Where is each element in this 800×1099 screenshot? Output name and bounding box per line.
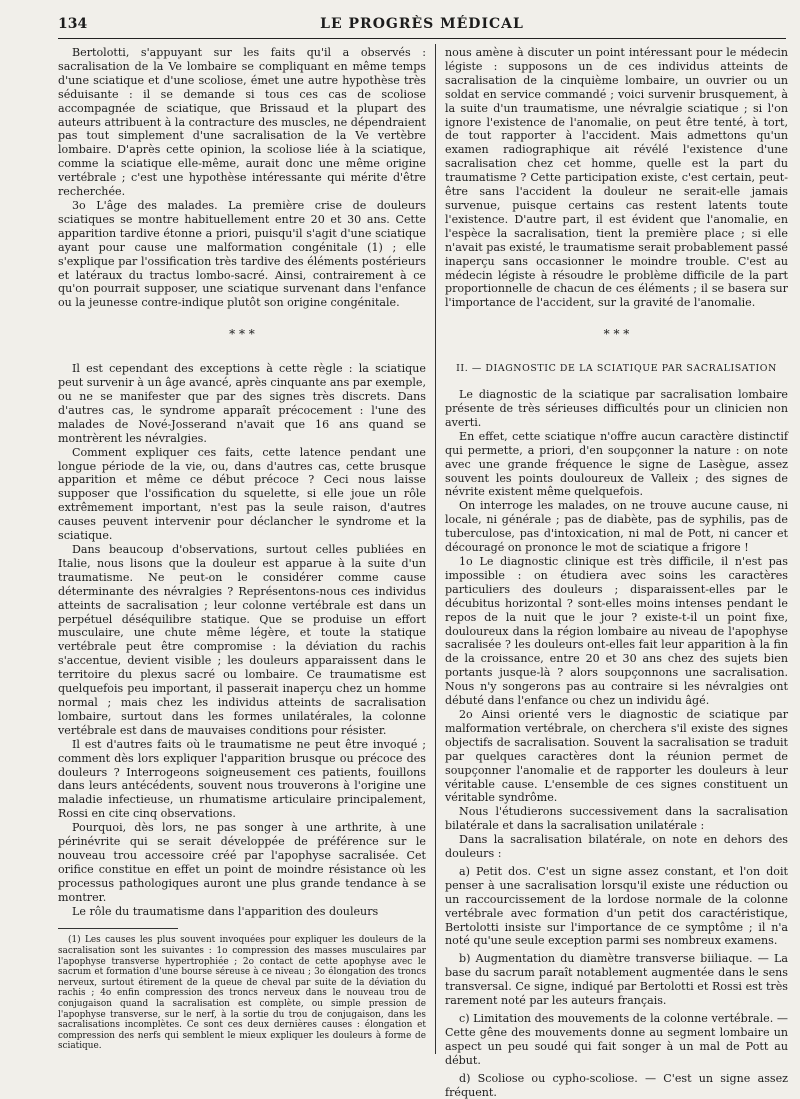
- list-item: b) Augmentation du diamètre transverse biiliaque. — La base du sacrum paraît notablement augmentée dans le sens transversal. Ce signe, indiqué par Bertolotti et Rossi est très rarement noté par les auteurs français.: [445, 952, 788, 1008]
- paragraph: Nous l'étudierons successivement dans la sacralisation bilatérale et dans la sacralisation unilatérale :: [445, 805, 788, 833]
- running-title: LE PROGRÈS MÉDICAL: [320, 16, 524, 32]
- paragraph: Il est d'autres faits où le traumatisme ne peut être invoqué ; comment dès lors expliquer l'apparition brusque ou précoce des douleurs ? Interrogeons soigneusement ces patients, fouillons dans leurs antécédents, souvent nous trouverons à l'origine une maladie infectieuse, un rhumatisme articulaire principalement, Rossi en cite cinq observations.: [58, 737, 426, 821]
- paragraph: En effet, cette sciatique n'offre aucun caractère distinctif qui permette, a priori, d'en soupçonner la nature : on note avec une grande fréquence le signe de Lasègue, assez souvent les points douloureux de Valleix ; des signes de névrite existent même quelquefois.: [445, 429, 788, 499]
- paragraph: Il est cependant des exceptions à cette règle : la sciatique peut survenir à un âge avancé, après cinquante ans par exemple, ou ne se manifester que par des signes très discrets. Dans d'autres cas, le syndrome apparaît précocement : l'une des malades de Nové-Josserand n'avait que 16 ans quand se montrèrent les névralgies.: [58, 362, 426, 445]
- paragraph: Dans beaucoup d'observations, surtout celles publiées en Italie, nous lisons que la douleur est apparue à la suite d'un traumatisme. Ne peut-on le considérer comme cause déterminante des névralgies ? Représentons-nous ces individus atteints de sacralisation ; leur colonne vertébrale est dans un perpétuel déséquilibre statique. Que se produise un effort musculaire, une chute même légère, et toute la statique vertébrale peut être compromise : la déviation du rachis s'accentue, devient visible ; les douleurs apparaissent dans le territoire du plexus sacré ou lombaire. Ce traumatisme est quelquefois peu important, il passerait inaperçu chez un homme normal ; mais chez les individus atteints de sacralisation lombaire, surtout dans les formes unilatérales, la colonne vertébrale est dans de mauvaises conditions pour résister.: [58, 543, 426, 737]
- list-item: a) Petit dos. C'est un signe assez constant, et l'on doit penser à une sacralisation lorsqu'il existe une réduction ou un raccourcissement de la lordose normale de la colonne vertébrale avec formation d'un petit dos caractéristique, Bertolotti insiste sur l'importance de ce symptôme ; il n'a noté qu'une seule exception parmi ses nombreux examens.: [445, 864, 788, 948]
- page-number: 134: [58, 16, 88, 32]
- page-header: [58, 14, 786, 39]
- left-column: [58, 46, 426, 1056]
- section-separator-stars: * * *: [229, 327, 255, 342]
- section-separator-stars: * * *: [603, 327, 630, 342]
- paragraph: Comment expliquer ces faits, cette latence pendant une longue période de la vie, ou, dans d'autres cas, cette brusque apparition et même ce début précoce ? Ceci nous laisse supposer que l'ossification du squelette, si elle joue un rôle extrêmement important, n'est pas la seule raison, d'autres causes peuvent intervenir pour déclancher le syndrome et la sciatique.: [58, 445, 426, 543]
- paragraph: 1o Le diagnostic clinique est très difficile, il n'est pas impossible : on étudiera avec soins les caractères particuliers des douleurs ; disparaissent-elles par le décubitus horizontal ? sont-elles moins intenses pendant le repos de la nuit que le jour ? existe-t-il un point fixe, douloureux dans la région lombaire au niveau de l'apophyse sacralisée ? les douleurs ont-elles fait leur apparition à la fin de la croissance, entre 20 et 30 ans chez des sujets bien portants jusque-là ? alors soupçonnons une sacralisation. Nous n'y songerons pas au contraire si les névralgies ont débuté dans l'enfance ou chez un individu âgé.: [445, 555, 788, 708]
- paragraph: Le rôle du traumatisme dans l'apparition des douleurs: [72, 904, 379, 918]
- section-title: II. — DIAGNOSTIC DE LA SCIATIQUE PAR SACRALISATION: [456, 363, 777, 375]
- paragraph: 3o L'âge des malades. La première crise de douleurs sciatiques se montre habituellement entre 20 et 30 ans. Cette apparition tardive étonne a priori, puisqu'il s'agit d'une sciatique ayant pour cause une malformation congénitale (1) ; elle s'explique par l'ossification très tardive des éléments postérieurs et latéraux du tractus lombo-sacré. Ainsi, contrairement à ce qu'on pourrait supposer, une sciatique survenant dans l'enfance ou la jeunesse contre-indique plutôt son origine congénitale.: [58, 198, 426, 310]
- column-divider: [435, 44, 436, 1054]
- paragraph: Bertolotti, s'appuyant sur les faits qu'il a observés : sacralisation de la Ve lombaire se compliquant en même temps d'une sciatique et d'une scoliose, émet une autre hypothèse très séduisante : il se demande si tous ces cas de scoliose accompagnée de sciatique, que Brissaud et la plupart des auteurs attribuent à la contracture des muscles, ne dépendraient pas tout simplement d'une sacralisation de la Ve vertèbre lombaire. D'après cette opinion, la scoliose liée à la sciatique, comme la sciatique elle-même, aurait donc une même origine vertébrale ; c'est une hypothèse intéressante qui mérite d'être recherchée.: [58, 46, 426, 199]
- right-column: [445, 46, 788, 1099]
- paragraph: Le diagnostic de la sciatique par sacralisation lombaire présente de très sérieuses difficultés pour un clinicien non averti.: [445, 388, 788, 429]
- list-item: c) Limitation des mouvements de la colonne vertébrale. — Cette gêne des mouvements donne au segment lombaire un aspect un peu soudé qui fait songer à un mal de Pott au début.: [445, 1012, 788, 1067]
- paragraph: Pourquoi, dès lors, ne pas songer à une arthrite, à une périnévrite qui se serait développée de préférence sur le nouveau trou accessoire créé par l'apophyse sacralisée. Cet orifice constitue en effet un point de moindre résistance où les processus pathologiques auront une plus grande tendance à se montrer.: [58, 821, 426, 904]
- paragraph: On interroge les malades, on ne trouve aucune cause, ni locale, ni générale ; pas de diabète, pas de syphilis, pas de tuberculose, pas d'intoxication, ni mal de Pott, ni cancer et découragé on prononce le mot de sciatique a frigore !: [445, 499, 788, 555]
- paragraph: 2o Ainsi orienté vers le diagnostic de sciatique par malformation vertébrale, on cherchera s'il existe des signes objectifs de sacralisation. Souvent la sacralisation se traduit par quelques caractères dont la réunion permet de soupçonner l'anomalie et de rapporter les douleurs à leur véritable cause. L'ensemble de ces signes constituent un véritable syndrôme.: [445, 707, 788, 805]
- list-item: d) Scoliose ou cypho-scoliose. — C'est un signe assez fréquent.: [445, 1071, 788, 1099]
- paragraph: Dans la sacralisation bilatérale, on note en dehors des douleurs :: [445, 833, 788, 861]
- footnote: (1) Les causes les plus souvent invoquées pour expliquer les douleurs de la sacralisation sont les suivantes : 1o compression des masses musculaires par l'apophyse transverse hypertrophiée ; 2o contact de cette apophyse avec le sacrum et formation d'une bourse séreuse à ce niveau ; 3o élongation des troncs nerveux, surtout étirement de la queue de cheval par suite de la déviation du rachis ; 4o enfin compression des troncs nerveux dans le nouveau trou de conjugaison quand la sacralisation est complète, ou simple pression de l'apophyse transverse, sur le nerf, à la sortie du trou de conjugaison, dans les sacralisations incomplètes. Ce sont ces deux dernières causes : élongation et compression des nerfs qui semblent le mieux expliquer les douleurs à forme de sciatique.: [58, 935, 426, 1052]
- footnote-rule: [58, 928, 178, 929]
- paragraph: nous amène à discuter un point intéressant pour le médecin légiste : supposons un de ces individus atteints de sacralisation de la cinquième lombaire, un ouvrier ou un soldat en service commandé ; voici survenir brusquement, à la suite d'un traumatisme, une névralgie sciatique ; si l'on ignore l'existence de l'anomalie, on peut être tenté, à tort, de tout rapporter à l'accident. Mais admettons qu'un examen radiographique ait révélé l'existence d'une sacralisation chez cet homme, quelle est la part du traumatisme ? Cette participation existe, c'est certain, peut-être sans l'accident la douleur ne serait-elle jamais survenue, puisque certains cas restent latents toute l'existence. D'autre part, il est évident que l'anomalie, en l'espèce la sacralisation, tient la première place ; si elle n'avait pas existé, le traumatisme serait probablement passé inaperçu sans occasionner le moindre trouble. C'est au médecin légiste à résoudre le problème difficile de la part proportionnelle de chacun de ces éléments ; il se basera sur l'importance de l'accident, sur la gravité de l'anomalie.: [445, 46, 788, 310]
